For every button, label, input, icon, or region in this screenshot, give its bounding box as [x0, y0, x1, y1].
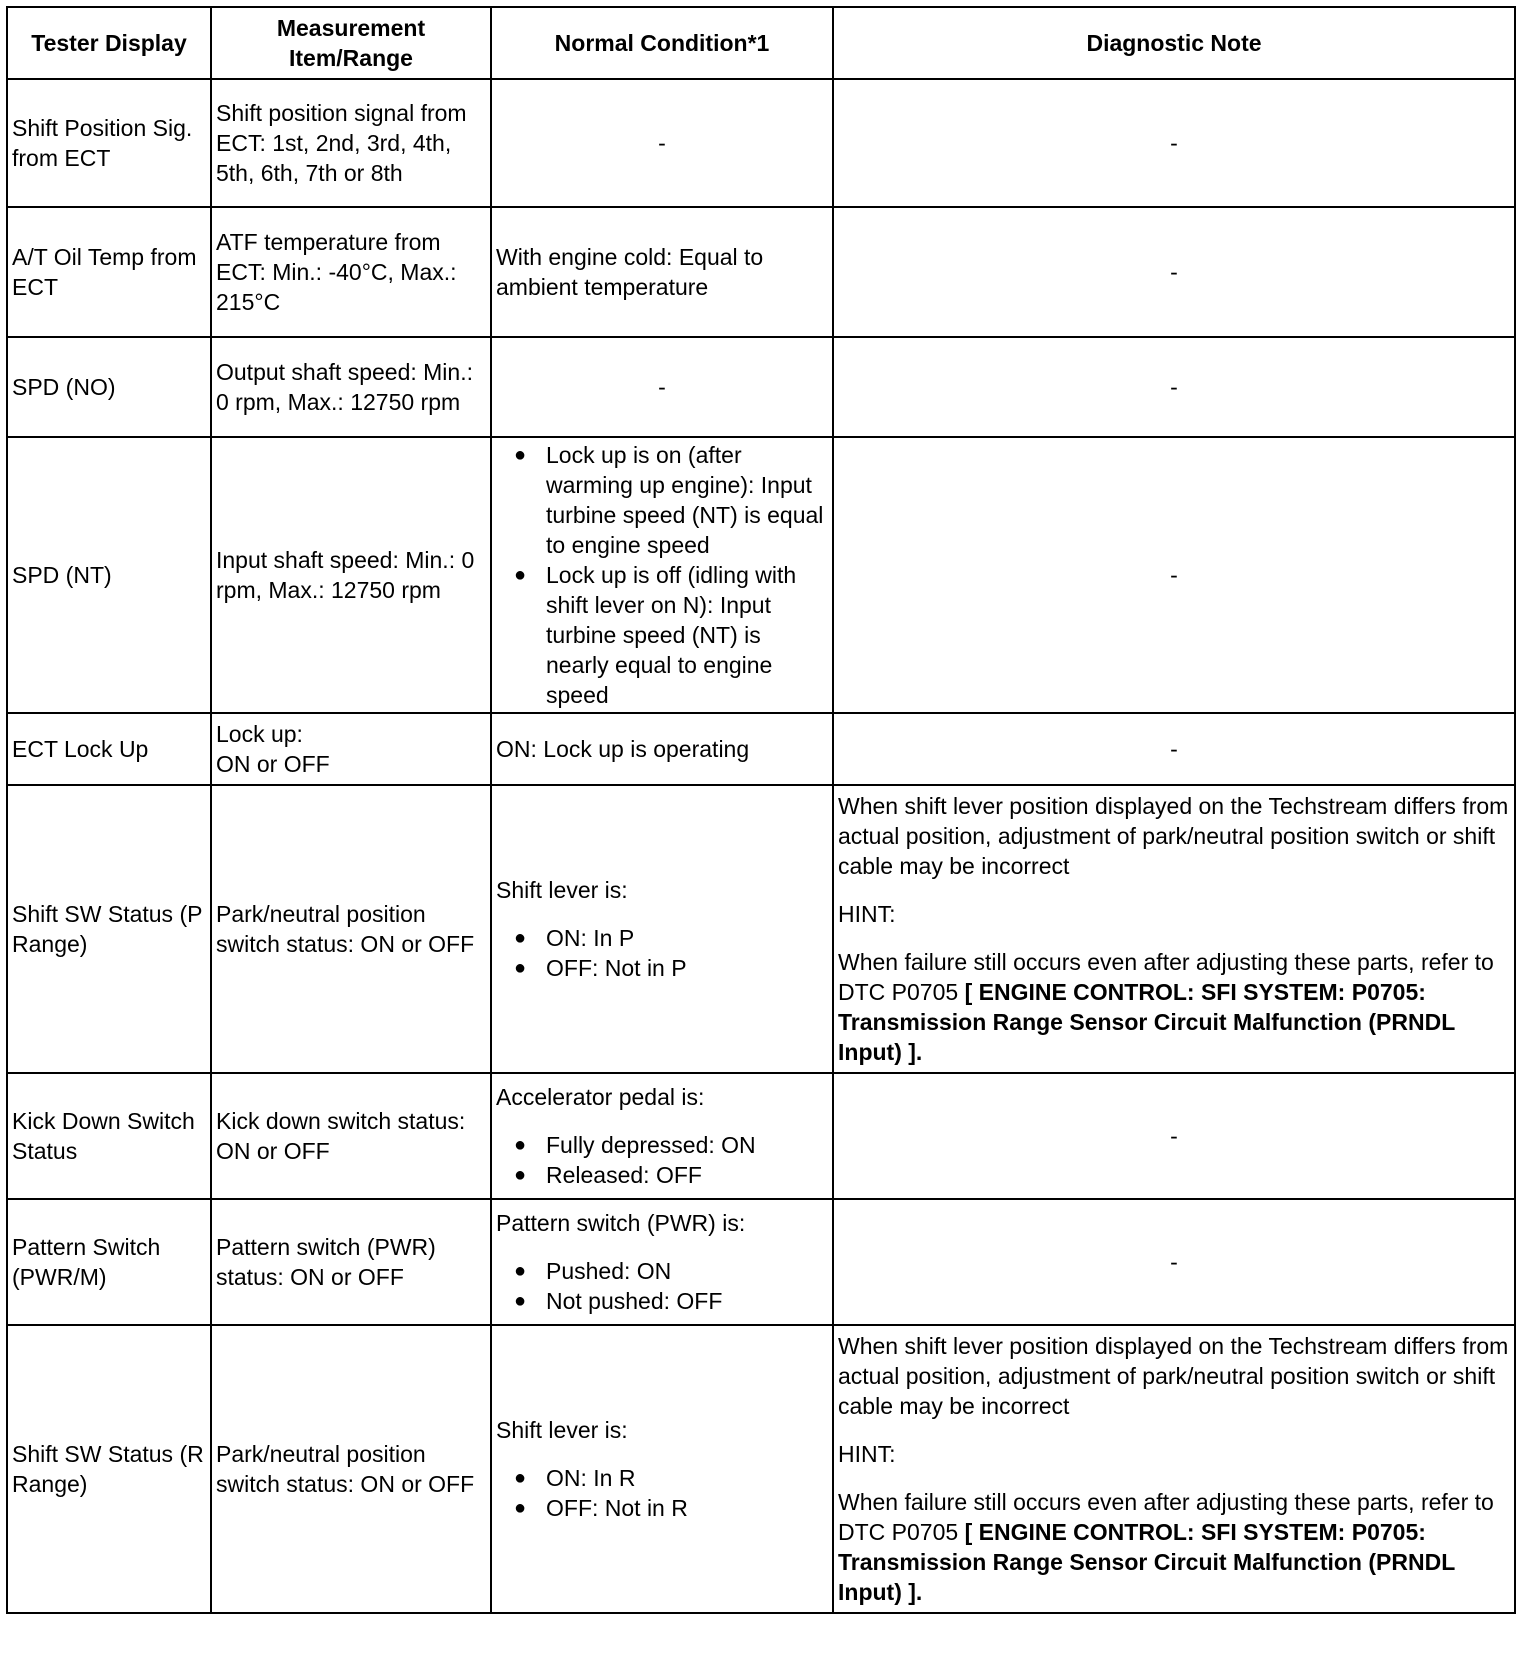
- header-measurement: [211, 7, 491, 79]
- table-row: [7, 785, 1515, 1073]
- measurement-cell: ATF temperature from ECT: Min.: -40°C, Max.: 215°C: [211, 207, 491, 337]
- tester-display-cell: SPD (NT): [7, 437, 211, 713]
- hint-label: HINT:: [838, 901, 896, 927]
- measurement-cell: Park/neutral position switch status: ON or OFF: [211, 1325, 491, 1613]
- tester-display-cell: ECT Lock Up: [7, 713, 211, 785]
- measurement-cell: Shift position signal from ECT: 1st, 2nd, 3rd, 4th, 5th, 6th, 7th or 8th: [211, 79, 491, 207]
- diagnostic-note-text: When shift lever position displayed on the Techstream differs from actual position, adjustment of park/neutral position switch or shift cable may be incorrect: [838, 1333, 1509, 1419]
- list-item: ● Released: OFF: [514, 1160, 828, 1190]
- diagnostic-note-cell: -: [833, 1073, 1515, 1199]
- diagnostic-note-cell: -: [833, 337, 1515, 437]
- measurement-line: Lock up:: [216, 721, 303, 747]
- diagnostic-note-cell: -: [833, 713, 1515, 785]
- header-tester-display: Tester Display: [7, 7, 211, 79]
- tester-display-cell: Pattern Switch (PWR/M): [7, 1199, 211, 1325]
- diagnostic-note-text: When shift lever position displayed on the Techstream differs from actual position, adjustment of park/neutral position switch or shift cable may be incorrect: [838, 793, 1509, 879]
- list-item: ● Not pushed: OFF: [514, 1286, 828, 1316]
- diagnostic-note-reference: [838, 947, 1510, 1067]
- table-row: [7, 337, 1515, 437]
- list-item: ● ON: In P: [514, 923, 828, 953]
- measurement-cell: Pattern switch (PWR) status: ON or OFF: [211, 1199, 491, 1325]
- normal-condition-cell: [491, 1199, 833, 1325]
- normal-condition-lead: Shift lever is:: [496, 1417, 628, 1443]
- normal-condition-cell: [491, 1325, 833, 1613]
- normal-condition-lead: Accelerator pedal is:: [496, 1084, 705, 1110]
- hint-label: HINT:: [838, 1441, 896, 1467]
- header-measurement-line2: Item/Range: [289, 45, 413, 71]
- normal-condition-list: [496, 1256, 828, 1316]
- header-row: [7, 7, 1515, 79]
- normal-condition-list: [496, 1463, 828, 1523]
- data-list-table: [6, 6, 1516, 1614]
- dtc-p0705-link[interactable]: [ ENGINE CONTROL: SFI SYSTEM: P0705: Transmission Range Sensor Circuit Malfunction (PRNDL Input) ].: [838, 979, 1455, 1065]
- list-item: ● OFF: Not in P: [514, 953, 828, 983]
- reference-text: When failure still occurs even after adjusting these parts, refer to DTC P0705: [838, 1489, 1494, 1545]
- measurement-cell: Kick down switch status: ON or OFF: [211, 1073, 491, 1199]
- table-row: [7, 79, 1515, 207]
- normal-condition-lead: Pattern switch (PWR) is:: [496, 1210, 746, 1236]
- list-item: ● OFF: Not in R: [514, 1493, 828, 1523]
- tester-display-cell: Kick Down Switch Status: [7, 1073, 211, 1199]
- list-item: ● Pushed: ON: [514, 1256, 828, 1286]
- normal-condition-cell: [491, 1073, 833, 1199]
- normal-condition-cell: -: [491, 337, 833, 437]
- normal-condition-lead: Shift lever is:: [496, 877, 628, 903]
- measurement-cell: [211, 713, 491, 785]
- table-row: [7, 713, 1515, 785]
- table-row: [7, 437, 1515, 713]
- diagnostic-note-cell: -: [833, 437, 1515, 713]
- header-diagnostic-note: Diagnostic Note: [833, 7, 1515, 79]
- tester-display-cell: A/T Oil Temp from ECT: [7, 207, 211, 337]
- table-row: [7, 1073, 1515, 1199]
- diagnostic-note-cell: -: [833, 1199, 1515, 1325]
- list-item: ● Lock up is off (idling with shift lever on N): Input turbine speed (NT) is nearly equal to engine speed: [514, 560, 828, 710]
- measurement-line: ON or OFF: [216, 751, 330, 777]
- measurement-cell: Park/neutral position switch status: ON or OFF: [211, 785, 491, 1073]
- normal-condition-list: [496, 440, 828, 710]
- diagnostic-note-cell: -: [833, 207, 1515, 337]
- header-measurement-line1: Measurement: [276, 15, 426, 41]
- reference-text: When failure still occurs even after adjusting these parts, refer to DTC P0705: [838, 949, 1494, 1005]
- normal-condition-cell: -: [491, 79, 833, 207]
- normal-condition-cell: ON: Lock up is operating: [491, 713, 833, 785]
- tester-display-cell: Shift SW Status (R Range): [7, 1325, 211, 1613]
- table-row: [7, 1325, 1515, 1613]
- diagnostic-note-cell: [833, 1325, 1515, 1613]
- list-item: ● Fully depressed: ON: [514, 1130, 828, 1160]
- table-row: [7, 207, 1515, 337]
- tester-display-cell: Shift Position Sig. from ECT: [7, 79, 211, 207]
- list-item: ● ON: In R: [514, 1463, 828, 1493]
- header-normal-condition: Normal Condition*1: [491, 7, 833, 79]
- table-row: [7, 1199, 1515, 1325]
- dtc-p0705-link[interactable]: [ ENGINE CONTROL: SFI SYSTEM: P0705: Transmission Range Sensor Circuit Malfunction (PRNDL Input) ].: [838, 1519, 1455, 1605]
- measurement-cell: Input shaft speed: Min.: 0 rpm, Max.: 12750 rpm: [211, 437, 491, 713]
- diagnostic-note-cell: [833, 785, 1515, 1073]
- normal-condition-cell: With engine cold: Equal to ambient temperature: [491, 207, 833, 337]
- normal-condition-list: [496, 923, 828, 983]
- list-item: ● Lock up is on (after warming up engine): Input turbine speed (NT) is equal to engine speed: [514, 440, 828, 560]
- tester-display-cell: Shift SW Status (P Range): [7, 785, 211, 1073]
- normal-condition-cell: [491, 437, 833, 713]
- tester-display-cell: SPD (NO): [7, 337, 211, 437]
- normal-condition-list: [496, 1130, 828, 1190]
- measurement-cell: Output shaft speed: Min.: 0 rpm, Max.: 12750 rpm: [211, 337, 491, 437]
- diagnostic-note-reference: [838, 1487, 1510, 1607]
- normal-condition-cell: [491, 785, 833, 1073]
- data-list-page: [6, 6, 1516, 1614]
- diagnostic-note-cell: -: [833, 79, 1515, 207]
